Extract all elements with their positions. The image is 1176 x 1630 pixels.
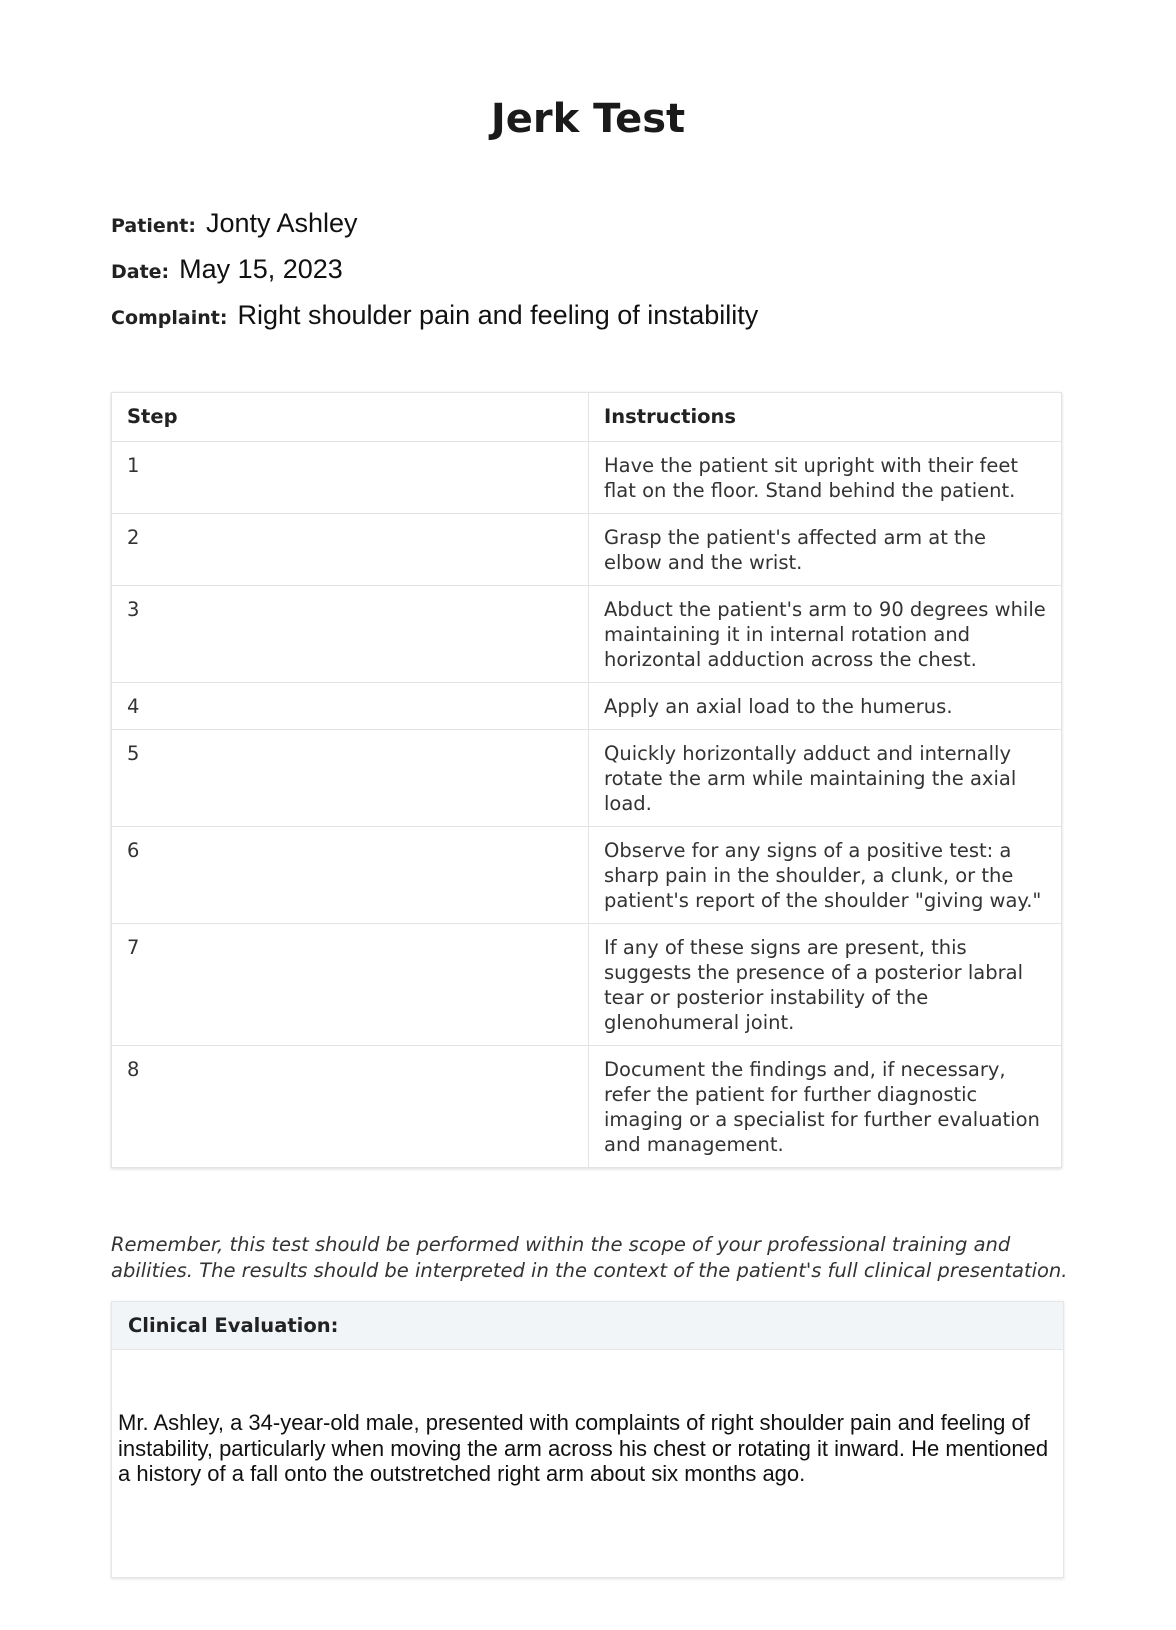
- patient-label: Patient:: [111, 215, 196, 237]
- table-row: [112, 586, 1062, 683]
- table-row: [112, 442, 1062, 514]
- step-number: 1: [112, 442, 589, 514]
- step-number: 5: [112, 730, 589, 827]
- table-row: [112, 924, 1062, 1046]
- step-number: 4: [112, 683, 589, 730]
- step-instruction: If any of these signs are present, this suggests the presence of a posterior labral tear or posterior instability of the glenohumeral joint.: [589, 924, 1062, 1046]
- step-number: 6: [112, 827, 589, 924]
- table-row: [112, 683, 1062, 730]
- clinical-evaluation-text: Mr. Ashley, a 34-year-old male, presented with complaints of right shoulder pain and feeling of instability, particularly when moving the arm across his chest or rotating it inward. He mentioned a history of a fall onto the outstretched right arm about six months ago.: [118, 1410, 1049, 1486]
- header-step: Step: [112, 393, 589, 442]
- step-number: 8: [112, 1046, 589, 1168]
- step-instruction: Grasp the patient's affected arm at the elbow and the wrist.: [589, 514, 1062, 586]
- step-number: 3: [112, 586, 589, 683]
- clinical-evaluation-box: [111, 1301, 1064, 1578]
- document-title: Jerk Test: [490, 96, 686, 142]
- complaint-label: Complaint:: [111, 307, 228, 329]
- step-instruction: Quickly horizontally adduct and internally rotate the arm while maintaining the axial load.: [589, 730, 1062, 827]
- complaint-value: Right shoulder pain and feeling of instability: [237, 300, 759, 330]
- table-row: [112, 827, 1062, 924]
- step-instruction: Document the findings and, if necessary, refer the patient for further diagnostic imaging or a specialist for further evaluation and management.: [589, 1046, 1062, 1168]
- step-instruction: Abduct the patient's arm to 90 degrees while maintaining it in internal rotation and horizontal adduction across the chest.: [589, 586, 1062, 683]
- table-row: [112, 1046, 1062, 1168]
- step-number: 7: [112, 924, 589, 1046]
- header-instructions: Instructions: [589, 393, 1062, 442]
- clinical-evaluation-heading: Clinical Evaluation:: [112, 1302, 1063, 1350]
- step-instruction: Observe for any signs of a positive test: a sharp pain in the shoulder, a clunk, or the patient's report of the shoulder "giving way.": [589, 827, 1062, 924]
- patient-value: Jonty Ashley: [205, 208, 358, 238]
- date-field: [111, 254, 343, 285]
- disclaimer-note: Remember, this test should be performed within the scope of your professional training and abilities. The results should be interpreted in the context of the patient's full clinical presentation.: [111, 1233, 1068, 1282]
- date-label: Date:: [111, 261, 170, 283]
- table-row: [112, 514, 1062, 586]
- step-instruction: Have the patient sit upright with their feet flat on the floor. Stand behind the patient.: [589, 442, 1062, 514]
- step-number: 2: [112, 514, 589, 586]
- table-row: [112, 730, 1062, 827]
- patient-field: [111, 208, 358, 239]
- date-value: May 15, 2023: [179, 254, 343, 284]
- complaint-field: [111, 300, 758, 331]
- step-instruction: Apply an axial load to the humerus.: [589, 683, 1062, 730]
- steps-table: [111, 392, 1062, 1168]
- table-header-row: [112, 393, 1062, 442]
